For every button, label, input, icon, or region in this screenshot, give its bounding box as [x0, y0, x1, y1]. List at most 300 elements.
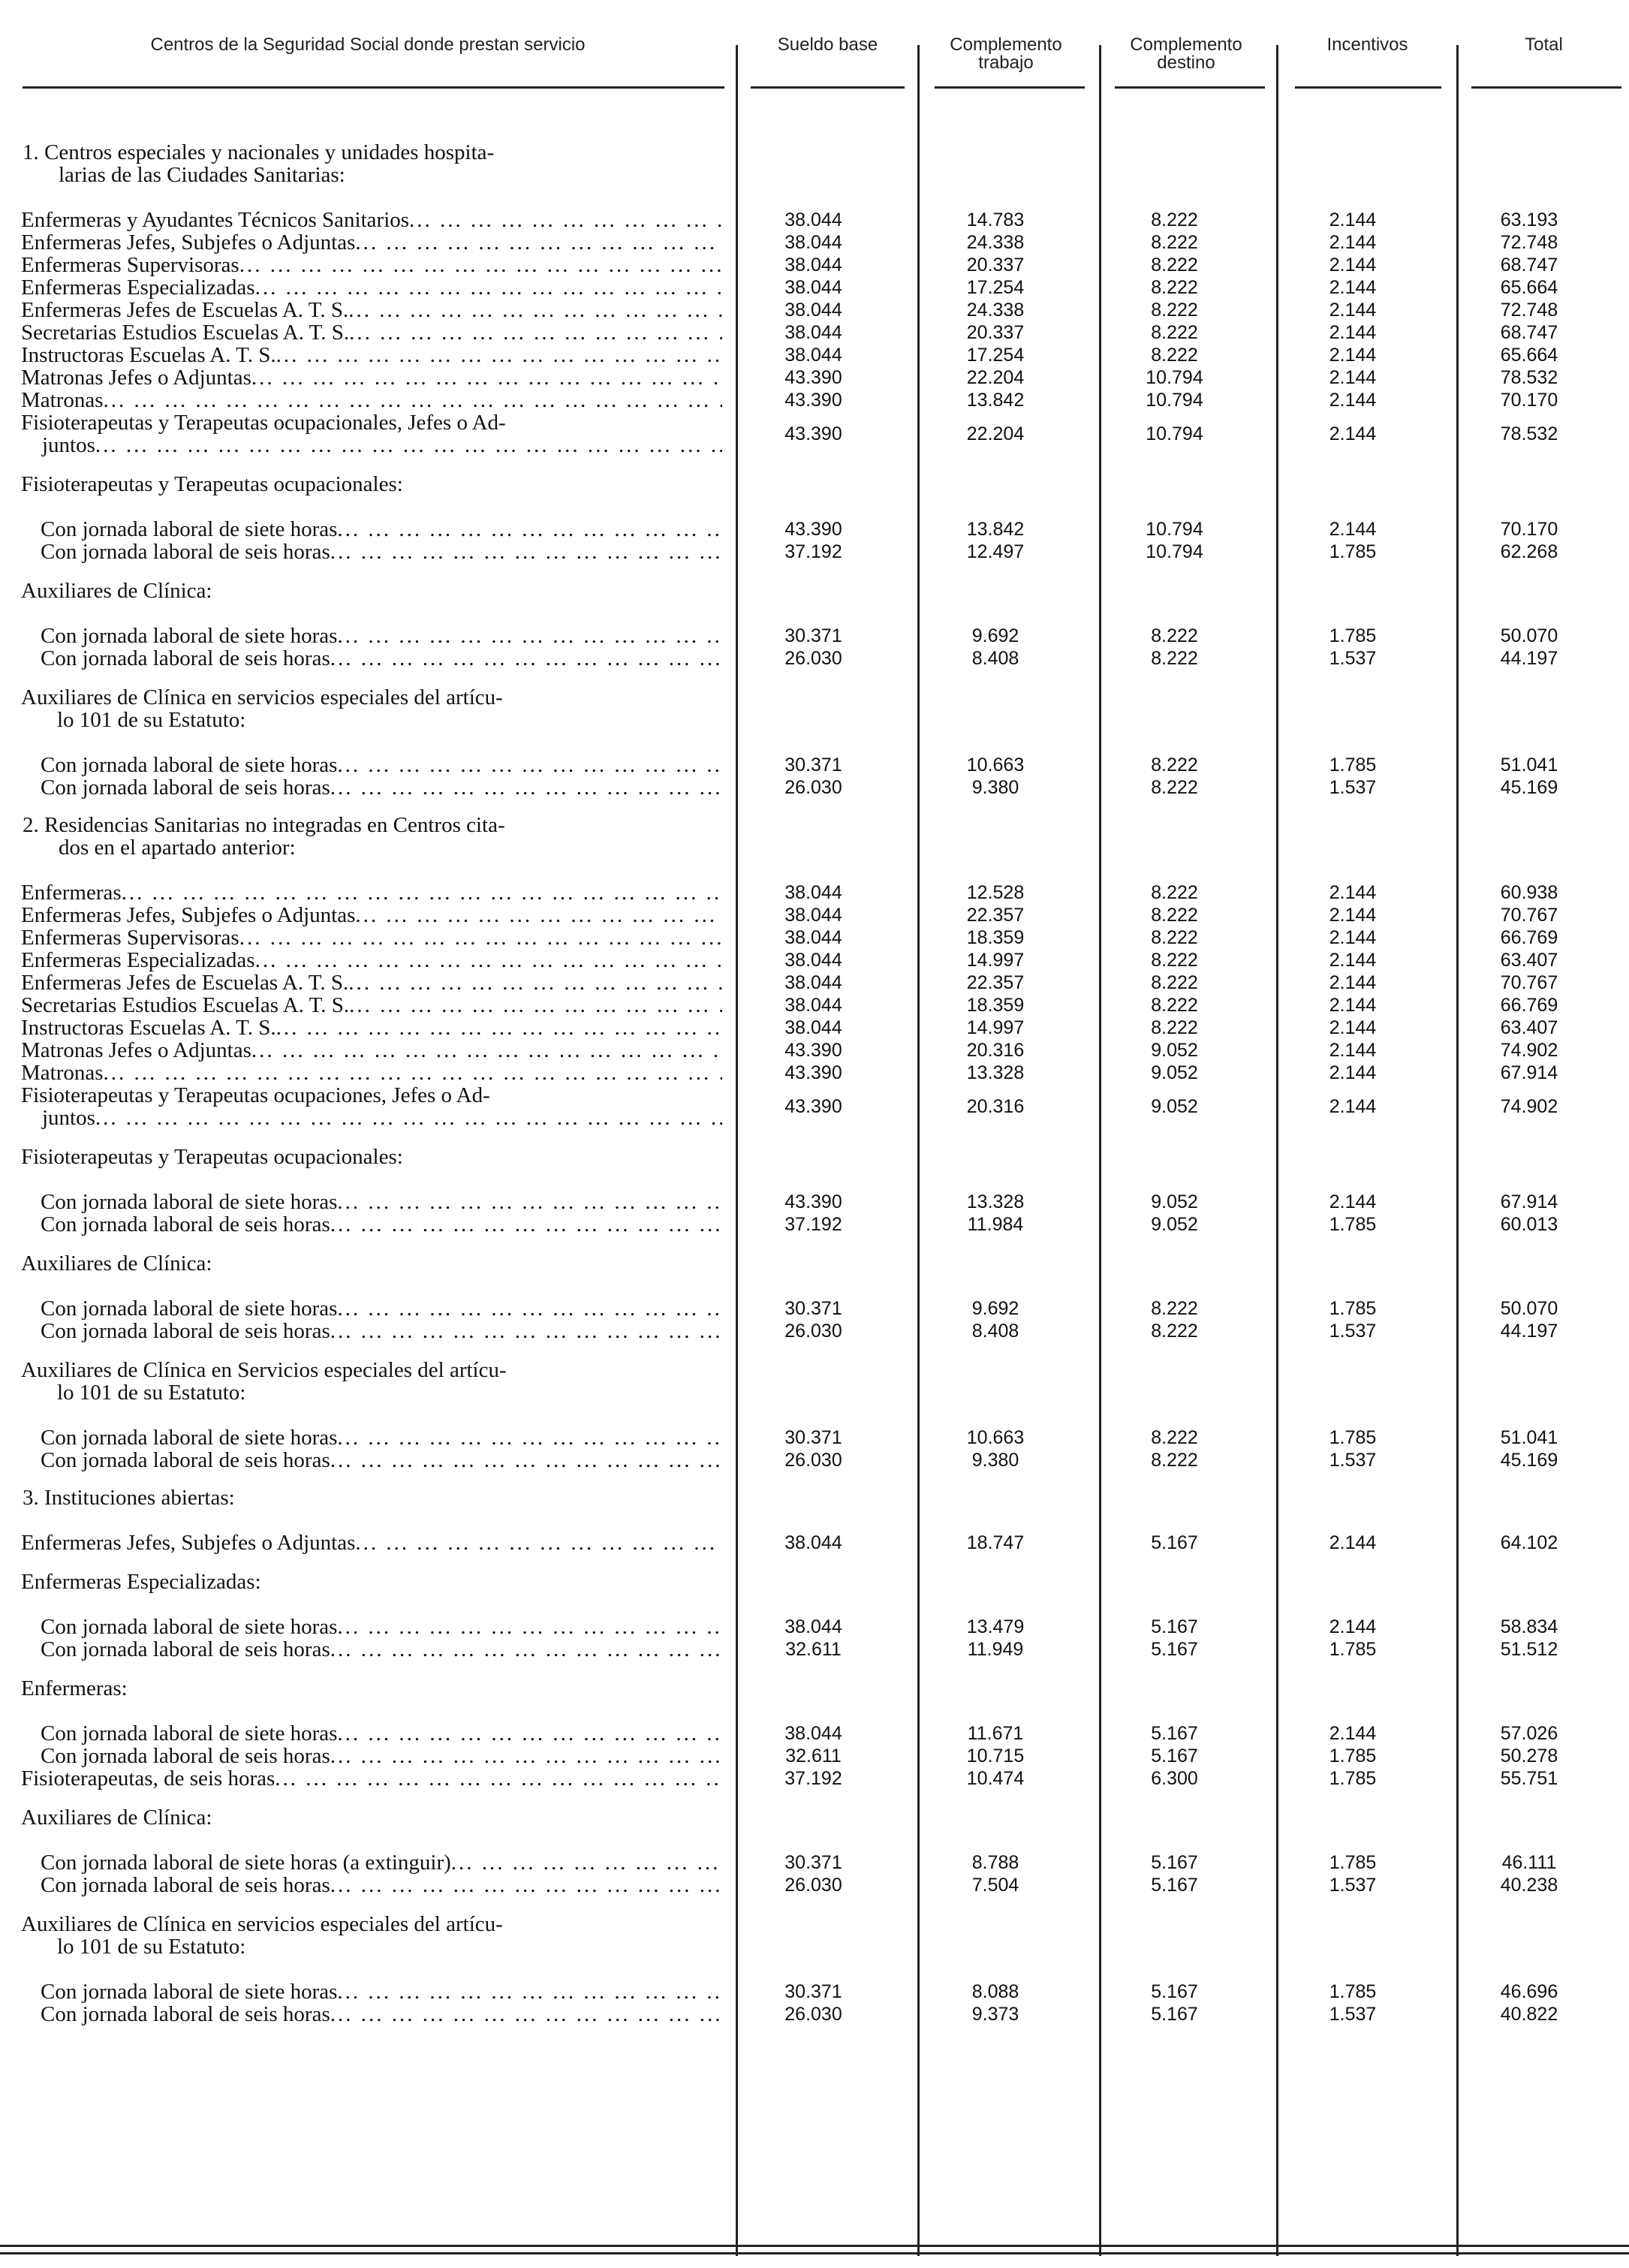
cell-total: 70.767 [1500, 972, 1558, 993]
cell-complemento-destino: 8.222 [1151, 345, 1198, 366]
table-row [0, 1851, 1629, 1874]
label-line [41, 1213, 722, 1236]
dot-leader [95, 1107, 722, 1129]
heading-line: 2. Residencias Sanitarias no integradas en Centros cita- [23, 813, 505, 837]
cell-complemento-trabajo: 17.254 [966, 345, 1025, 366]
cell-incentivos: 2.144 [1329, 882, 1377, 903]
cell-complemento-destino: 5.167 [1151, 1745, 1198, 1767]
label-line [21, 1039, 722, 1062]
cell-complemento-destino: 8.222 [1151, 1017, 1198, 1038]
row-label [0, 541, 722, 563]
label-text: Enfermeras Supervisoras [21, 926, 239, 949]
table-row [0, 1638, 1629, 1661]
cell-sueldo-base: 30.371 [784, 1427, 842, 1448]
cell-sueldo-base: 38.044 [784, 322, 842, 343]
row-label [0, 1722, 722, 1745]
dot-leader [337, 1191, 722, 1213]
cell-complemento-destino: 10.794 [1146, 367, 1203, 388]
cell-total: 57.026 [1500, 1723, 1558, 1744]
cell-incentivos: 1.785 [1329, 1427, 1377, 1448]
cell-complemento-trabajo: 8.788 [971, 1852, 1019, 1873]
cell-incentivos: 2.144 [1329, 1096, 1377, 1117]
dot-leader [348, 971, 722, 994]
table-row [0, 926, 1629, 949]
table-row [0, 1616, 1629, 1638]
header-complemento-trabajo: Complemento trabajo [950, 35, 1062, 73]
header-rule [23, 86, 724, 89]
cell-complemento-trabajo: 20.337 [966, 255, 1025, 276]
label-text: Fisioterapeutas, de seis horas [21, 1767, 276, 1790]
cell-total: 67.914 [1500, 1062, 1558, 1083]
heading-line: lo 101 de su Estatuto: [57, 708, 246, 732]
dot-leader [337, 1616, 722, 1638]
label-line [21, 949, 722, 971]
cell-sueldo-base: 38.044 [784, 255, 842, 276]
label-line [41, 625, 722, 647]
row-label [0, 1213, 722, 1236]
heading-line: Auxiliares de Clínica en servicios especiales del artícu- [21, 685, 503, 709]
dot-leader [95, 434, 722, 456]
dot-leader [239, 254, 722, 276]
cell-complemento-destino: 8.222 [1151, 882, 1198, 903]
dot-leader [355, 904, 722, 926]
cell-complemento-trabajo: 22.204 [966, 423, 1025, 444]
table-row [0, 1722, 1629, 1745]
table-row [0, 1039, 1629, 1062]
heading-line: lo 101 de su Estatuto: [57, 1381, 246, 1405]
cell-incentivos: 2.144 [1329, 1191, 1377, 1212]
header-centros: Centros de la Seguridad Social donde prestan servicio [150, 35, 586, 55]
label-text: Con jornada laboral de siete horas [41, 754, 338, 776]
cell-incentivos: 2.144 [1329, 209, 1377, 230]
heading-line: Auxiliares de Clínica en servicios especiales del artícu- [21, 1912, 503, 1936]
cell-complemento-destino: 8.222 [1151, 277, 1198, 298]
cell-sueldo-base: 32.611 [785, 1745, 842, 1767]
row-label [0, 1767, 722, 1790]
row-label [0, 754, 722, 776]
label-text: Enfermeras Supervisoras [21, 254, 239, 276]
header-complemento-destino: Complemento destino [1130, 35, 1242, 73]
cell-sueldo-base: 26.030 [784, 648, 842, 669]
cell-complemento-trabajo: 20.337 [966, 322, 1025, 343]
label-line [21, 209, 722, 231]
cell-incentivos: 1.537 [1329, 648, 1377, 669]
label-line [41, 1980, 722, 2003]
row-label [0, 625, 722, 647]
table-row [0, 209, 1629, 231]
cell-incentivos: 1.785 [1329, 541, 1377, 562]
row-label [0, 1191, 722, 1213]
cell-complemento-destino: 9.052 [1151, 1062, 1198, 1083]
cell-total: 78.532 [1500, 423, 1558, 444]
cell-sueldo-base: 38.044 [784, 995, 842, 1016]
label-text: Matronas Jefes o Adjuntas [21, 1039, 251, 1062]
cell-total: 70.767 [1500, 905, 1558, 926]
cell-sueldo-base: 26.030 [784, 1875, 842, 1896]
label-text: Con jornada laboral de siete horas [41, 1722, 338, 1745]
row-label [0, 776, 722, 799]
label-text: Con jornada laboral de seis horas [41, 1638, 330, 1661]
cell-incentivos: 1.785 [1329, 1852, 1377, 1873]
row-label [0, 1017, 722, 1039]
label-text: Matronas Jefes o Adjuntas [21, 366, 251, 389]
dot-leader [255, 949, 722, 971]
dot-leader [330, 1874, 722, 1896]
cell-incentivos: 2.144 [1329, 232, 1377, 253]
cell-complemento-destino: 10.794 [1146, 519, 1203, 540]
cell-sueldo-base: 38.044 [784, 950, 842, 971]
label-text: Con jornada laboral de siete horas [41, 1980, 338, 2003]
dot-leader [349, 321, 722, 344]
dot-leader [348, 299, 722, 321]
cell-complemento-trabajo: 22.357 [966, 972, 1025, 993]
heading-line: 1. Centros especiales y nacionales y unidades hospita- [23, 140, 495, 164]
cell-sueldo-base: 43.390 [784, 1191, 842, 1212]
label-line [21, 344, 722, 366]
cell-incentivos: 1.537 [1329, 777, 1377, 798]
cell-complemento-destino: 8.222 [1151, 972, 1198, 993]
cell-incentivos: 2.144 [1329, 300, 1377, 321]
label-text: Secretarias Estudios Escuelas A. T. S. [21, 994, 350, 1017]
table-row [0, 1062, 1629, 1084]
heading-line: 3. Instituciones abiertas: [23, 1486, 235, 1510]
cell-incentivos: 2.144 [1329, 390, 1377, 411]
cell-complemento-trabajo: 8.408 [971, 1321, 1019, 1342]
label-text: Con jornada laboral de seis horas [41, 1874, 330, 1896]
table-row [0, 1426, 1629, 1449]
label-text: Enfermeras Jefes, Subjefes o Adjuntas [21, 904, 356, 926]
row-label [0, 971, 722, 994]
label-line [21, 434, 722, 456]
cell-incentivos: 1.785 [1329, 625, 1377, 646]
dot-leader [276, 344, 722, 366]
label-text: Con jornada laboral de seis horas [41, 776, 330, 799]
group-heading [21, 580, 734, 602]
cell-complemento-destino: 8.222 [1151, 1298, 1198, 1319]
cell-complemento-trabajo: 24.338 [966, 300, 1025, 321]
table-row [0, 299, 1629, 321]
table-body [0, 126, 1629, 2026]
cell-complemento-destino: 8.222 [1151, 209, 1198, 230]
row-label [0, 1745, 722, 1767]
cell-total: 50.278 [1500, 1745, 1558, 1767]
dot-leader [251, 1039, 722, 1062]
heading-line: Auxiliares de Clínica en Servicios especiales del artícu- [21, 1358, 507, 1382]
cell-complemento-destino: 8.222 [1151, 255, 1198, 276]
row-label [0, 389, 722, 411]
header-total: Total [1525, 35, 1563, 55]
cell-sueldo-base: 38.044 [784, 232, 842, 253]
table-row [0, 754, 1629, 776]
row-label [0, 1320, 722, 1342]
label-text: Con jornada laboral de siete horas [41, 1297, 338, 1320]
table-row [0, 411, 1629, 456]
cell-complemento-trabajo: 11.671 [967, 1723, 1024, 1744]
cell-complemento-trabajo: 22.357 [966, 905, 1025, 926]
row-label [0, 647, 722, 670]
label-line [21, 1017, 722, 1039]
label-line [41, 1874, 722, 1896]
row-label [0, 518, 722, 541]
cell-total: 74.902 [1500, 1096, 1558, 1117]
label-text: Fisioterapeutas y Terapeutas ocupacionales, Jefes o Ad- [21, 411, 506, 434]
label-text: Secretarias Estudios Escuelas A. T. S. [21, 321, 350, 344]
cell-complemento-destino: 6.300 [1151, 1768, 1198, 1789]
cell-incentivos: 2.144 [1329, 277, 1377, 298]
table-row [0, 994, 1629, 1017]
cell-incentivos: 2.144 [1329, 1062, 1377, 1083]
table-row [0, 276, 1629, 299]
table-row [0, 1532, 1629, 1554]
table-row [0, 647, 1629, 670]
dot-leader [276, 1017, 722, 1039]
label-line [41, 1616, 722, 1638]
cell-complemento-trabajo: 14.997 [966, 950, 1025, 971]
cell-sueldo-base: 38.044 [784, 905, 842, 926]
section-heading [23, 141, 728, 186]
cell-sueldo-base: 30.371 [784, 754, 842, 776]
heading-line: Fisioterapeutas y Terapeutas ocupacionales: [21, 1145, 403, 1169]
cell-complemento-trabajo: 12.528 [966, 882, 1025, 903]
cell-incentivos: 1.785 [1329, 1981, 1377, 2002]
cell-complemento-destino: 9.052 [1151, 1040, 1198, 1061]
dot-leader [330, 1213, 722, 1236]
cell-complemento-trabajo: 10.663 [966, 754, 1025, 776]
cell-total: 50.070 [1500, 625, 1558, 646]
cell-complemento-destino: 5.167 [1151, 1532, 1198, 1553]
row-label [0, 231, 722, 254]
header-rule [935, 86, 1085, 89]
label-line [21, 1532, 722, 1554]
row-label [0, 1532, 722, 1554]
label-line [21, 321, 722, 344]
cell-incentivos: 2.144 [1329, 322, 1377, 343]
table-row [0, 1213, 1629, 1236]
cell-incentivos: 2.144 [1329, 1532, 1377, 1553]
heading-line: lo 101 de su Estatuto: [57, 1935, 246, 1959]
table-row [0, 625, 1629, 647]
table-row [0, 1191, 1629, 1213]
dot-leader [355, 231, 722, 254]
cell-complemento-destino: 8.222 [1151, 625, 1198, 646]
group-heading [21, 1571, 734, 1593]
cell-complemento-trabajo: 10.715 [966, 1745, 1025, 1767]
cell-total: 63.407 [1500, 1017, 1558, 1038]
cell-sueldo-base: 43.390 [784, 1096, 842, 1117]
label-line [21, 994, 722, 1017]
section-heading [23, 814, 728, 859]
cell-incentivos: 2.144 [1329, 1723, 1377, 1744]
cell-complemento-trabajo: 9.692 [971, 625, 1019, 646]
table-row [0, 1449, 1629, 1471]
label-line [21, 389, 722, 411]
label-line [41, 518, 722, 541]
cell-total: 46.111 [1501, 1852, 1557, 1873]
cell-total: 62.268 [1500, 541, 1558, 562]
cell-incentivos: 1.537 [1329, 2004, 1377, 2025]
label-text: Matronas [21, 1062, 104, 1084]
row-label [0, 299, 722, 321]
cell-sueldo-base: 43.390 [784, 519, 842, 540]
cell-total: 64.102 [1500, 1532, 1558, 1553]
cell-sueldo-base: 38.044 [784, 277, 842, 298]
table-row [0, 541, 1629, 563]
cell-total: 40.822 [1500, 2004, 1558, 2025]
cell-complemento-destino: 8.222 [1151, 1450, 1198, 1471]
cell-complemento-destino: 8.222 [1151, 1427, 1198, 1448]
dot-leader [330, 2003, 722, 2026]
cell-sueldo-base: 37.192 [784, 1768, 842, 1789]
cell-complemento-destino: 8.222 [1151, 950, 1198, 971]
cell-total: 60.013 [1500, 1214, 1558, 1235]
cell-sueldo-base: 26.030 [784, 777, 842, 798]
cell-incentivos: 1.785 [1329, 1745, 1377, 1767]
label-text: Con jornada laboral de siete horas [41, 625, 338, 647]
table-row [0, 1767, 1629, 1790]
heading-line: Enfermeras Especializadas: [21, 1570, 261, 1594]
cell-complemento-trabajo: 17.254 [966, 277, 1025, 298]
heading-line: Auxiliares de Clínica: [21, 579, 212, 603]
cell-incentivos: 2.144 [1329, 995, 1377, 1016]
cell-complemento-trabajo: 10.474 [966, 1768, 1025, 1789]
heading-line: dos en el apartado anterior: [59, 836, 296, 860]
dot-leader [349, 994, 722, 1017]
label-line [41, 541, 722, 563]
label-line [21, 254, 722, 276]
row-label [0, 321, 722, 344]
row-label [0, 1062, 722, 1084]
label-text: Matronas [21, 389, 104, 411]
label-line [21, 926, 722, 949]
cell-sueldo-base: 38.044 [784, 300, 842, 321]
table-row [0, 949, 1629, 971]
row-label [0, 1980, 722, 2003]
cell-complemento-trabajo: 24.338 [966, 232, 1025, 253]
cell-total: 58.834 [1500, 1616, 1558, 1637]
cell-complemento-destino: 8.222 [1151, 1321, 1198, 1342]
cell-complemento-destino: 5.167 [1151, 1981, 1198, 2002]
label-line [41, 647, 722, 670]
heading-line: Auxiliares de Clínica: [21, 1806, 212, 1830]
cell-total: 60.938 [1500, 882, 1558, 903]
row-label [0, 1851, 722, 1874]
cell-complemento-trabajo: 20.316 [966, 1096, 1025, 1117]
label-line [21, 276, 722, 299]
table-row [0, 231, 1629, 254]
cell-complemento-destino: 10.794 [1146, 423, 1203, 444]
table-row [0, 1745, 1629, 1767]
table-row [0, 881, 1629, 904]
label-text: Enfermeras [21, 881, 122, 904]
header-rule [1295, 86, 1441, 89]
cell-sueldo-base: 38.044 [784, 972, 842, 993]
row-label [0, 411, 722, 456]
label-text: Enfermeras Especializadas [21, 949, 255, 971]
cell-sueldo-base: 30.371 [784, 1981, 842, 2002]
group-heading [21, 686, 734, 731]
cell-complemento-destino: 5.167 [1151, 1723, 1198, 1744]
section-heading [23, 1486, 728, 1509]
table-row [0, 971, 1629, 994]
row-label [0, 1638, 722, 1661]
label-line [21, 1084, 722, 1107]
row-label [0, 344, 722, 366]
cell-complemento-trabajo: 13.842 [966, 390, 1025, 411]
cell-total: 51.041 [1500, 754, 1558, 776]
label-text: juntos [42, 434, 95, 456]
group-heading [21, 1359, 734, 1404]
table-row [0, 344, 1629, 366]
group-heading [21, 1252, 734, 1275]
table-row [0, 1980, 1629, 2003]
cell-complemento-destino: 8.222 [1151, 995, 1198, 1016]
label-line [41, 1638, 722, 1661]
cell-complemento-trabajo: 10.663 [966, 1427, 1025, 1448]
cell-incentivos: 2.144 [1329, 345, 1377, 366]
cell-incentivos: 1.785 [1329, 1214, 1377, 1235]
cell-total: 65.664 [1500, 345, 1558, 366]
dot-leader [355, 1532, 722, 1554]
label-text: Fisioterapeutas y Terapeutas ocupaciones, Jefes o Ad- [21, 1084, 490, 1107]
cell-incentivos: 1.785 [1329, 1639, 1377, 1660]
cell-total: 63.193 [1500, 209, 1558, 230]
dot-leader [337, 754, 722, 776]
row-label [0, 881, 722, 904]
cell-complemento-destino: 10.794 [1146, 541, 1203, 562]
row-label [0, 1297, 722, 1320]
cell-sueldo-base: 38.044 [784, 1616, 842, 1637]
cell-sueldo-base: 30.371 [784, 1298, 842, 1319]
dot-leader [337, 625, 722, 647]
cell-sueldo-base: 26.030 [784, 1450, 842, 1471]
header-sueldo-base: Sueldo base [777, 35, 878, 55]
cell-complemento-trabajo: 13.328 [966, 1191, 1025, 1212]
label-line [41, 1426, 722, 1449]
label-line [41, 1297, 722, 1320]
cell-complemento-trabajo: 12.497 [966, 541, 1025, 562]
label-line [41, 776, 722, 799]
cell-sueldo-base: 43.390 [784, 390, 842, 411]
cell-sueldo-base: 43.390 [784, 1040, 842, 1061]
cell-complemento-destino: 5.167 [1151, 1639, 1198, 1660]
cell-sueldo-base: 43.390 [784, 367, 842, 388]
table-row [0, 1320, 1629, 1342]
cell-sueldo-base: 30.371 [784, 1852, 842, 1873]
label-line [41, 1449, 722, 1471]
label-text: Con jornada laboral de seis horas [41, 1213, 330, 1236]
row-label [0, 2003, 722, 2026]
label-text: Con jornada laboral de seis horas [41, 1745, 330, 1767]
heading-line: Auxiliares de Clínica: [21, 1251, 212, 1276]
label-text: Enfermeras Jefes, Subjefes o Adjuntas [21, 231, 356, 254]
cell-sueldo-base: 37.192 [784, 1214, 842, 1235]
cell-sueldo-base: 30.371 [784, 625, 842, 646]
cell-total: 40.238 [1500, 1875, 1558, 1896]
table-row [0, 1084, 1629, 1129]
label-text: Con jornada laboral de siete horas [41, 518, 338, 541]
label-text: Enfermeras Jefes, Subjefes o Adjuntas [21, 1532, 356, 1554]
table-row [0, 1297, 1629, 1320]
cell-complemento-trabajo: 11.949 [967, 1639, 1024, 1660]
label-text: Instructoras Escuelas A. T. S. [21, 1017, 276, 1039]
header-rule [751, 86, 905, 89]
label-text: Con jornada laboral de seis horas [41, 541, 330, 563]
cell-complemento-trabajo: 9.692 [971, 1298, 1019, 1319]
row-label [0, 904, 722, 926]
cell-incentivos: 1.785 [1329, 1298, 1377, 1319]
label-text: Enfermeras Jefes de Escuelas A. T. S. [21, 971, 349, 994]
dot-leader [337, 1297, 722, 1320]
